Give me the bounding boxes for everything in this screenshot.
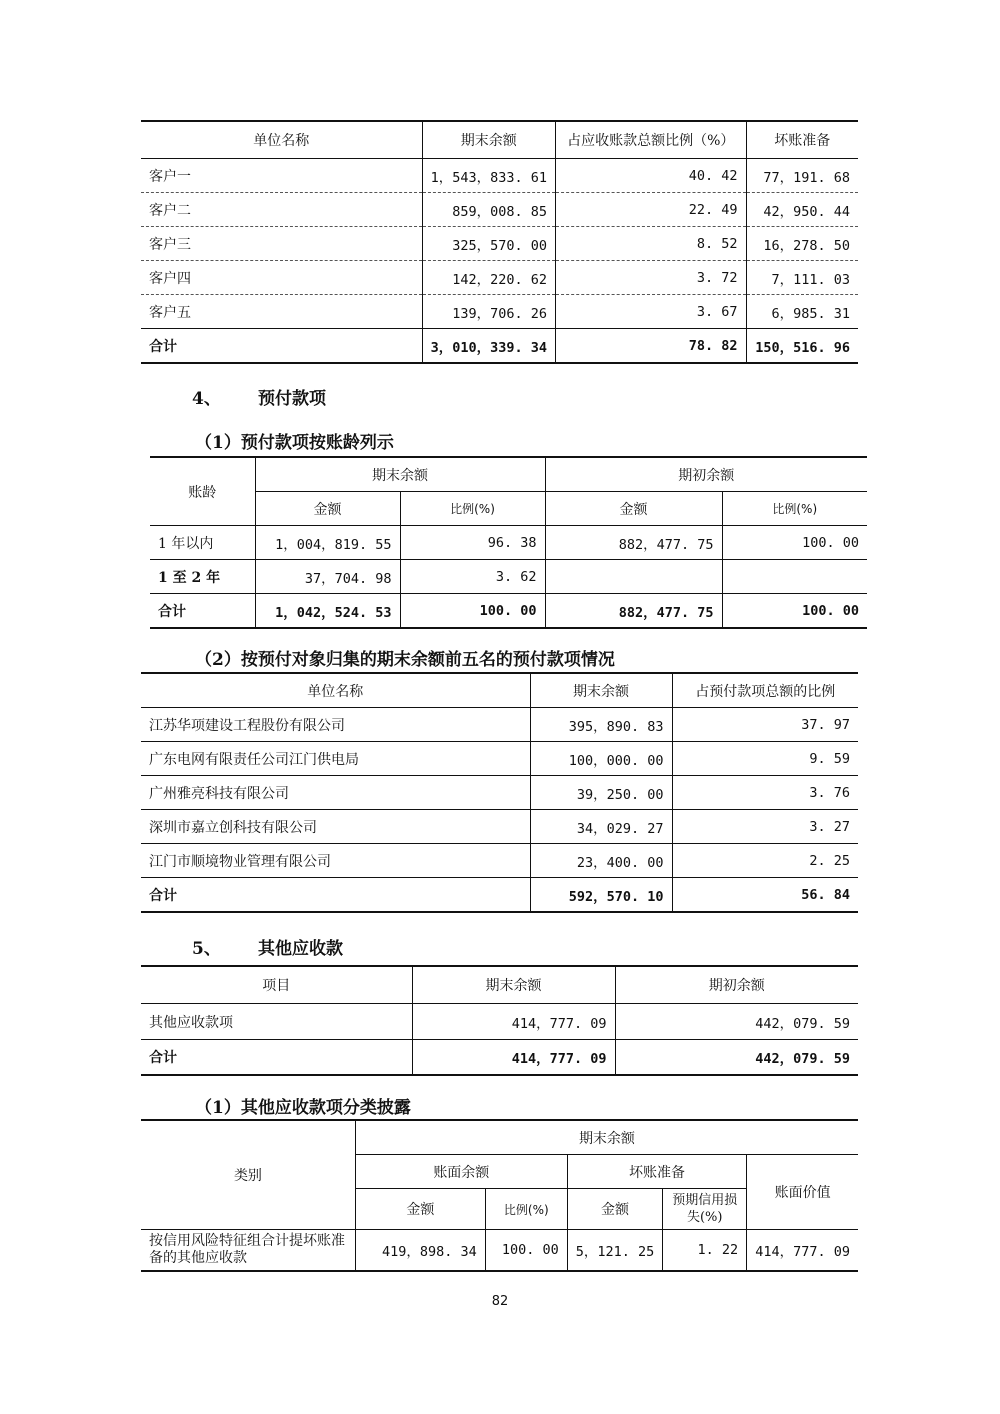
col-header: 单位名称 (307, 683, 364, 700)
cell: 9. 59 (672, 742, 858, 776)
table-header-row (150, 457, 867, 492)
col-header: 占应收账款总额比例（%） (555, 121, 746, 159)
table-row (141, 1004, 858, 1040)
table-row (141, 742, 858, 776)
section-title: 其他应收款 (258, 939, 343, 959)
cell: 40. 42 (555, 159, 746, 193)
cell: 3. 27 (672, 810, 858, 844)
section-title: 预付款项 (258, 389, 326, 409)
cell: 39，250. 00 (530, 776, 672, 810)
col-header: 期末余额 (422, 121, 555, 159)
table-row (141, 810, 858, 844)
cell: 414，777. 09 (412, 1040, 615, 1076)
cell: 442，079. 59 (615, 1040, 858, 1076)
col-header: 项目 (262, 978, 291, 994)
cell: 100. 00 (400, 594, 545, 629)
table-row (141, 261, 858, 295)
page-number: 82 (491, 1294, 509, 1309)
cell: 8. 52 (555, 227, 746, 261)
cell: 882，477. 75 (545, 594, 722, 629)
cell: 592，570. 10 (530, 878, 672, 913)
cell: 142，220. 62 (422, 261, 555, 295)
cell: 5，121. 25 (567, 1230, 663, 1272)
col-header: 期末余额 (412, 966, 615, 1004)
cell: 客户四 (149, 270, 191, 287)
cell: 其他应收款项 (149, 1014, 233, 1031)
cell: 客户五 (149, 304, 191, 321)
cell: 1. 22 (663, 1230, 747, 1272)
section-number: 4、 (192, 389, 221, 409)
cell: 139，706. 26 (422, 295, 555, 329)
cell: 1 至 2 年 (158, 569, 221, 586)
other-receivables-classification-table (141, 1119, 858, 1272)
subsection-heading: （1）其他应收款项分类披露 (195, 1098, 411, 1118)
cell: 按信用风险特征组合计提坏账准备的其他应收款 (149, 1233, 345, 1266)
cell: 3，010，339. 34 (422, 329, 555, 364)
col-header: 账面余额 (355, 1155, 567, 1189)
cell: 22. 49 (555, 193, 746, 227)
total-row (150, 594, 867, 629)
cell: 江门市顺境物业管理有限公司 (149, 853, 331, 870)
col-header: 坏账准备 (746, 121, 858, 159)
table-row (141, 193, 858, 227)
cell: 客户三 (149, 236, 191, 253)
total-row (141, 878, 858, 913)
cell: 2. 25 (672, 844, 858, 878)
cell: 客户二 (149, 202, 191, 219)
table-row (141, 227, 858, 261)
cell: 1，004，819. 55 (255, 526, 400, 560)
col-header: 期初余额 (615, 966, 858, 1004)
cell: 100. 00 (485, 1230, 567, 1272)
col-header: 金额 (567, 1189, 663, 1230)
table-row (150, 526, 867, 560)
cell: 合计 (149, 1050, 177, 1066)
section-heading-5 (192, 934, 343, 959)
cell: 150，516. 96 (746, 329, 858, 364)
table-row (141, 844, 858, 878)
cell: 合计 (149, 338, 177, 355)
cell: 442，079. 59 (615, 1004, 858, 1040)
cell: 78. 82 (555, 329, 746, 364)
col-header: 占预付款项总额的比例 (672, 673, 858, 708)
col-header: 金额 (545, 492, 722, 526)
cell: 100. 00 (722, 594, 867, 629)
table-header-row (141, 1120, 858, 1155)
col-header: 预期信用损失(%) (663, 1189, 747, 1230)
col-header: 类别 (233, 1168, 262, 1184)
cell: 325，570. 00 (422, 227, 555, 261)
cell: 96. 38 (400, 526, 545, 560)
cell: 3. 62 (400, 560, 545, 594)
cell: 23，400. 00 (530, 844, 672, 878)
cell: 江苏华项建设工程股份有限公司 (149, 717, 345, 734)
cell: 414，777. 09 (412, 1004, 615, 1040)
subsection-heading: （2）按预付对象归集的期末余额前五名的预付款项情况 (195, 650, 615, 670)
cell: 6，985. 31 (746, 295, 858, 329)
prepayments-by-age-table (150, 456, 867, 629)
table-row (141, 1230, 858, 1272)
top5-receivables-table (141, 120, 858, 364)
col-header: 比例(%) (400, 492, 545, 526)
table-header-row (141, 673, 858, 708)
section-heading-4 (192, 384, 326, 409)
col-group-header: 期末余额 (355, 1120, 858, 1155)
cell: 77，191. 68 (746, 159, 858, 193)
col-header: 坏账准备 (567, 1155, 746, 1189)
other-receivables-table (141, 965, 858, 1076)
cell: 419，898. 34 (355, 1230, 485, 1272)
cell: 1 年以内 (158, 535, 214, 552)
col-group-header: 期末余额 (255, 457, 545, 492)
subsection-heading: （1）预付款项按账龄列示 (195, 433, 394, 453)
cell: 37. 97 (672, 708, 858, 742)
col-header: 期末余额 (530, 673, 672, 708)
col-group-header: 期初余额 (545, 457, 867, 492)
col-header: 单位名称 (253, 133, 310, 149)
col-header: 金额 (255, 492, 400, 526)
cell: 3. 67 (555, 295, 746, 329)
table-header-row (141, 966, 858, 1004)
table-subheader-row (150, 492, 867, 526)
table-header-row (141, 121, 858, 159)
cell: 深圳市嘉立创科技有限公司 (149, 819, 317, 836)
table-row (141, 295, 858, 329)
cell: 7，111. 03 (746, 261, 858, 295)
total-row (141, 1040, 858, 1076)
section-number: 5、 (192, 939, 221, 959)
cell: 34，029. 27 (530, 810, 672, 844)
cell: 859，008. 85 (422, 193, 555, 227)
top5-prepayments-table (141, 672, 858, 913)
cell (722, 560, 867, 594)
cell: 1，042，524. 53 (255, 594, 400, 629)
cell: 395，890. 83 (530, 708, 672, 742)
col-header: 比例(%) (485, 1189, 567, 1230)
cell: 3. 76 (672, 776, 858, 810)
cell: 合计 (158, 603, 186, 620)
cell: 42，950. 44 (746, 193, 858, 227)
cell: 56. 84 (672, 878, 858, 913)
cell: 1，543，833. 61 (422, 159, 555, 193)
table-row (141, 708, 858, 742)
cell: 100，000. 00 (530, 742, 672, 776)
cell: 广东电网有限责任公司江门供电局 (149, 751, 359, 768)
cell: 414，777. 09 (747, 1230, 858, 1272)
col-header: 金额 (355, 1189, 485, 1230)
cell: 3. 72 (555, 261, 746, 295)
table-row (141, 776, 858, 810)
cell: 100. 00 (722, 526, 867, 560)
table-row (150, 560, 867, 594)
col-header: 账面价值 (747, 1155, 858, 1230)
total-row (141, 329, 858, 364)
cell: 882，477. 75 (545, 526, 722, 560)
col-header: 账龄 (188, 484, 217, 501)
cell: 37，704. 98 (255, 560, 400, 594)
table-row (141, 159, 858, 193)
cell: 合计 (149, 887, 177, 904)
cell: 16，278. 50 (746, 227, 858, 261)
cell: 广州雅亮科技有限公司 (149, 785, 289, 802)
col-header: 比例(%) (722, 492, 867, 526)
cell: 客户一 (149, 168, 191, 185)
cell (545, 560, 722, 594)
